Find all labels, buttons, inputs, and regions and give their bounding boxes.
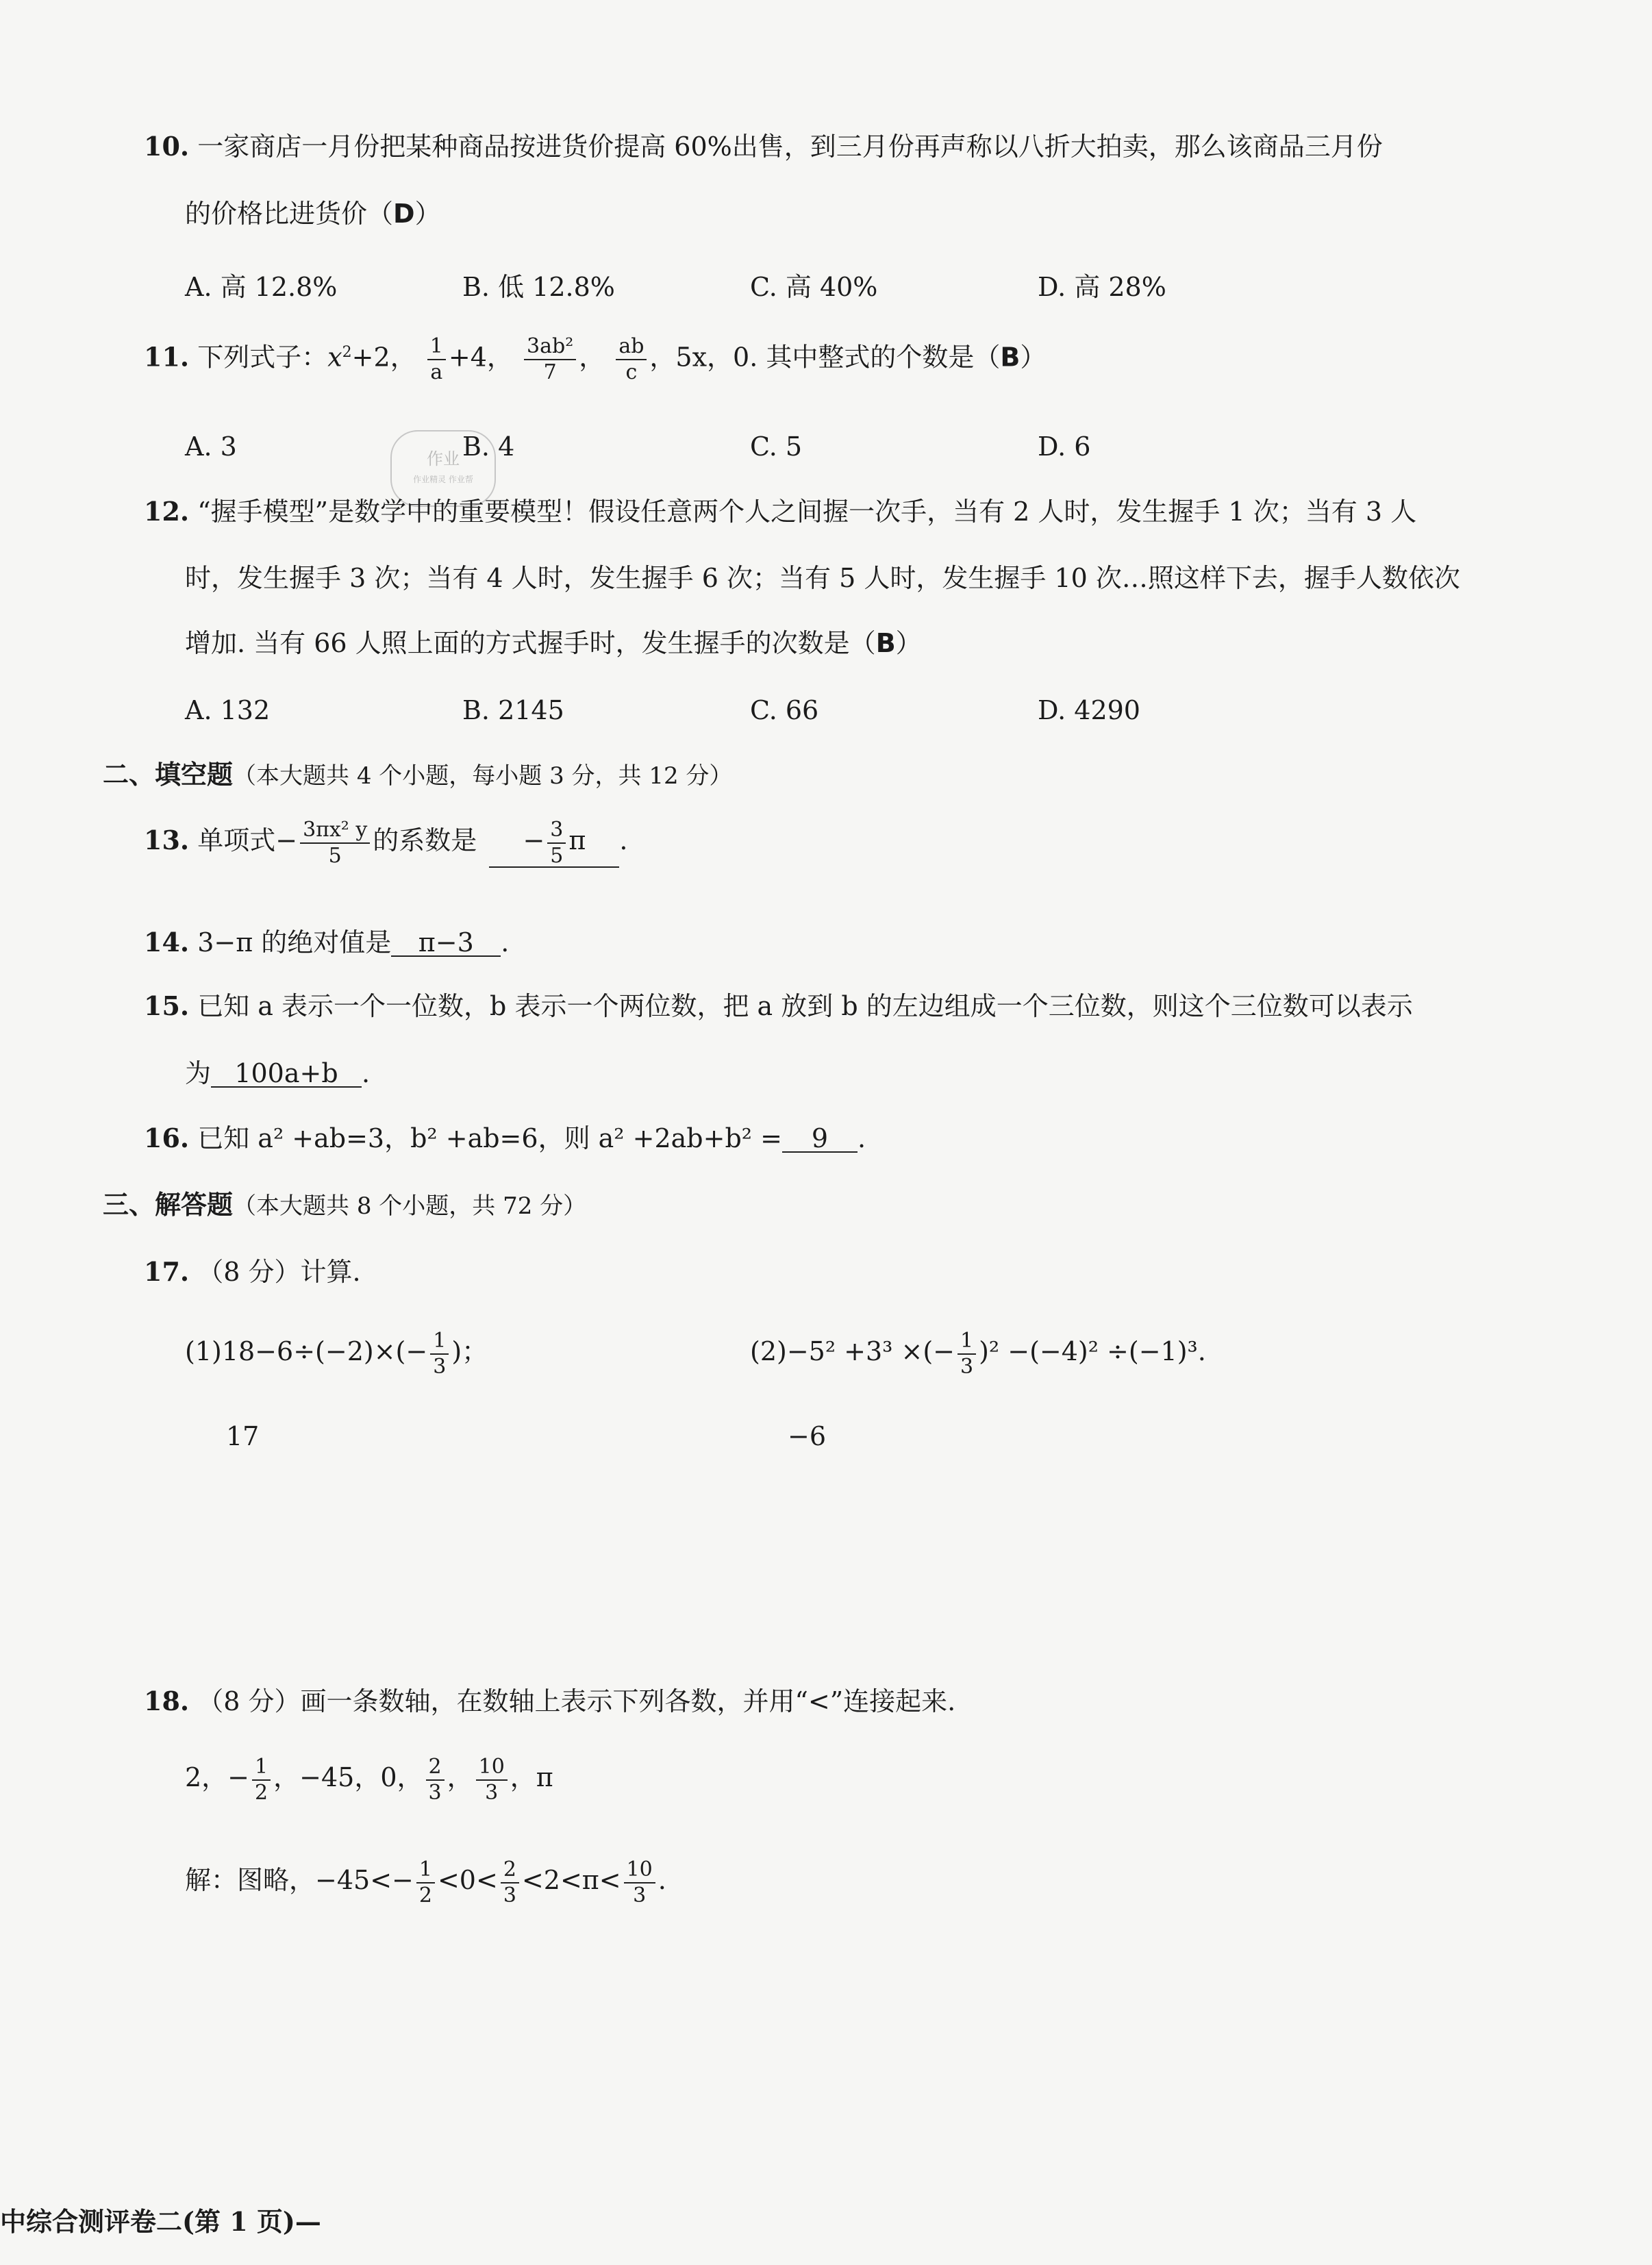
watermark-stamp	[390, 430, 496, 507]
q18-title-line	[144, 1688, 955, 1714]
q12-option-a: A. 132	[185, 695, 271, 725]
q14-end: .	[501, 927, 510, 958]
q11-number: 11.	[144, 341, 190, 373]
q10-line2	[185, 201, 441, 227]
q15-answer-blank: 100a+b	[211, 1060, 362, 1088]
q18-list-d: ，π	[510, 1762, 553, 1792]
q11-option-d: D. 6	[1038, 431, 1091, 462]
q18-sf2-num: 2	[501, 1860, 519, 1884]
q17-answer-1: 17	[226, 1421, 260, 1451]
q17-p1-fraction	[430, 1328, 449, 1379]
q17-p2-post: )² −(−4)² ÷(−1)³.	[979, 1336, 1206, 1366]
q14-text: 3−π 的绝对值是	[197, 927, 392, 958]
q11-f2-num: 3ab²	[524, 336, 576, 360]
q14-answer-blank: π−3	[391, 929, 501, 957]
q11-f3-den: c	[625, 360, 638, 385]
section-3-note: （本大题共 8 个小题，共 72 分）	[233, 1192, 587, 1220]
q12-number: 12.	[144, 496, 190, 527]
q10-number: 10.	[144, 131, 190, 162]
q13-text: 单项式−	[197, 825, 298, 855]
q16-number: 16.	[144, 1123, 190, 1153]
q11-option-a: A. 3	[185, 431, 237, 462]
q15-text-1: 已知 a 表示一个一位数，b 表示一个两位数，把 a 放到 b 的左边组成一个三位数，则这个三位数可以表示	[197, 991, 1413, 1021]
q10-option-a: A. 高 12.8%	[185, 272, 338, 302]
q17-title-line	[144, 1256, 361, 1287]
q18-lf2-den: 3	[428, 1780, 442, 1805]
q18-sol-d: .	[658, 1865, 666, 1895]
q16-end: .	[857, 1123, 866, 1153]
q15-text-2: 为	[185, 1058, 212, 1088]
stamp-text: 作业	[427, 449, 460, 468]
q18-sf2-den: 3	[503, 1883, 516, 1907]
q17-part1	[185, 1327, 488, 1377]
q15-line2	[185, 1060, 370, 1088]
q17-part2	[750, 1327, 1206, 1377]
q11-f1-num: 1	[427, 336, 446, 360]
q15-line1	[144, 990, 1413, 1021]
q18-lf3-num: 10	[476, 1757, 508, 1781]
q18-lf3-den: 3	[485, 1780, 499, 1805]
q17-p1-num: 1	[430, 1331, 449, 1355]
q18-title: （8 分）画一条数轴，在数轴上表示下列各数，并用“<”连接起来.	[197, 1686, 956, 1716]
q18-sol-f3	[624, 1857, 655, 1907]
q17-p1-text: (1)18−6÷(−2)×(−	[185, 1336, 428, 1366]
q12-text-3: 增加. 当有 66 人照上面的方式握手时，发生握手的次数是（	[185, 628, 876, 658]
q17-answer-2: −6	[788, 1421, 827, 1451]
q11-fraction-1	[427, 336, 446, 383]
q13-af-den: 5	[550, 843, 564, 868]
q15-number: 15.	[144, 990, 190, 1021]
q12-option-c: C. 66	[750, 695, 819, 725]
q14-line	[144, 929, 509, 957]
q11-fraction-2	[524, 336, 576, 383]
q18-sol-c: <2<π<	[521, 1865, 621, 1895]
q18-sol-b: <0<	[437, 1865, 498, 1895]
q13-end: .	[619, 825, 628, 855]
q10-option-b: B. 低 12.8%	[462, 272, 615, 302]
q11-plus4: +4，	[448, 342, 513, 373]
q10-option-d: D. 高 28%	[1038, 272, 1166, 302]
q18-sf3-num: 10	[624, 1860, 655, 1884]
q11-text: 下列式子：	[197, 342, 328, 373]
q12-option-d: D. 4290	[1038, 695, 1140, 725]
q18-sf1-num: 1	[416, 1860, 435, 1884]
q17-p2-den: 3	[960, 1354, 974, 1379]
q16-line	[144, 1125, 866, 1153]
section-2-heading	[103, 759, 733, 790]
q12-line2	[185, 565, 1460, 591]
q12-line1	[144, 496, 1417, 527]
q18-sf1-den: 2	[418, 1883, 432, 1907]
q11-exp: 2	[342, 344, 352, 361]
q17-p1-post: )；	[451, 1336, 488, 1366]
q18-lf2-num: 2	[426, 1757, 445, 1781]
q18-list-f3	[476, 1754, 508, 1805]
q13-answer-fraction	[547, 817, 566, 868]
q12-line3	[185, 630, 922, 656]
q18-solution	[185, 1856, 666, 1906]
section-3-title: 三、解答题	[103, 1189, 234, 1220]
q13-f-num: 3πx² y	[300, 820, 370, 844]
q18-sol-a: 解：图略，−45<−	[185, 1865, 414, 1895]
section-2-title: 二、填空题	[103, 759, 234, 790]
q12-answer: B	[875, 628, 896, 658]
q18-sol-f2	[501, 1857, 519, 1907]
q18-lf1-num: 1	[252, 1757, 271, 1781]
q11-answer: B	[1000, 342, 1021, 373]
q18-list-c: ，	[447, 1762, 473, 1792]
q18-list-b: ，−45，0，	[273, 1762, 423, 1792]
q12-text-1: “握手模型”是数学中的重要模型！假设任意两个人之间握一次手，当有 2 人时，发生握手 1 次；当有 3 人	[197, 497, 1417, 527]
q18-list-f1	[252, 1754, 271, 1805]
stamp-subtext: 作业精灵 作业帮	[413, 475, 473, 484]
q16-text: 已知 a² +ab=3，b² +ab=6，则 a² +2ab+b² =	[197, 1123, 782, 1153]
q16-answer-blank: 9	[782, 1125, 858, 1153]
q18-list-a: 2，−	[185, 1762, 250, 1792]
q13-af-num: 3	[547, 820, 566, 844]
q10-text-2: 的价格比进货价（	[185, 199, 394, 229]
q11-option-c: C. 5	[750, 431, 803, 462]
q11-option-b: B. 4	[462, 431, 515, 462]
q11-tail: ，5x，0. 其中整式的个数是（	[649, 342, 1001, 373]
q17-p2-num: 1	[958, 1331, 976, 1355]
q11-close: ）	[1020, 342, 1047, 373]
q11-line	[144, 332, 1046, 383]
q13-number: 13.	[144, 825, 190, 855]
q14-number: 14.	[144, 927, 190, 958]
q11-f1-den: a	[430, 360, 443, 385]
q11-f2-den: 7	[543, 360, 557, 385]
q17-p2-text: (2)−5² +3³ ×(−	[750, 1336, 955, 1366]
q12-close: ）	[895, 628, 922, 658]
q17-number: 17.	[144, 1256, 190, 1287]
q13-ans-sign: −	[523, 825, 545, 855]
q12-text-2: 时，发生握手 3 次；当有 4 人时，发生握手 6 次；当有 5 人时，发生握手 10 次…照这样下去，握手人数依次	[185, 563, 1460, 593]
q12-option-b: B. 2145	[462, 695, 564, 725]
q11-x: x	[327, 342, 342, 373]
q11-sep: ，	[579, 342, 605, 373]
q13-f-den: 5	[328, 843, 342, 868]
q11-fraction-3	[616, 336, 647, 383]
q10-option-c: C. 高 40%	[750, 272, 878, 302]
q13-answer-blank	[489, 816, 619, 868]
q18-number: 18.	[144, 1686, 190, 1716]
q18-sf3-den: 3	[633, 1883, 647, 1907]
q11-f3-num: ab	[616, 336, 647, 360]
section-3-heading	[103, 1189, 587, 1220]
q13-mid: 的系数是	[373, 825, 477, 855]
q18-lf1-den: 2	[255, 1780, 268, 1805]
q18-number-list	[185, 1753, 553, 1803]
q18-list-f2	[426, 1754, 445, 1805]
q15-end: .	[362, 1058, 371, 1088]
q13-fraction	[300, 817, 370, 868]
q11-plus2: +2，	[351, 342, 416, 373]
q10-close: ）	[414, 199, 441, 229]
section-2-note: （本大题共 4 个小题，每小题 3 分，共 12 分）	[233, 762, 733, 790]
q10-answer: D	[393, 199, 415, 229]
q17-p2-fraction	[958, 1328, 976, 1379]
q13-line	[144, 816, 628, 868]
q10-line1	[144, 131, 1383, 162]
page-footer: 中综合测评卷二(第 1 页)—	[0, 2206, 321, 2237]
q18-sol-f1	[416, 1857, 435, 1907]
q17-p1-den: 3	[433, 1354, 447, 1379]
q17-title: （8 分）计算.	[197, 1257, 361, 1287]
q10-text-1: 一家商店一月份把某种商品按进货价提高 60%出售，到三月份再声称以八折大拍卖，那么该商品三月份	[197, 132, 1383, 162]
q13-ans-pi: π	[568, 825, 586, 855]
